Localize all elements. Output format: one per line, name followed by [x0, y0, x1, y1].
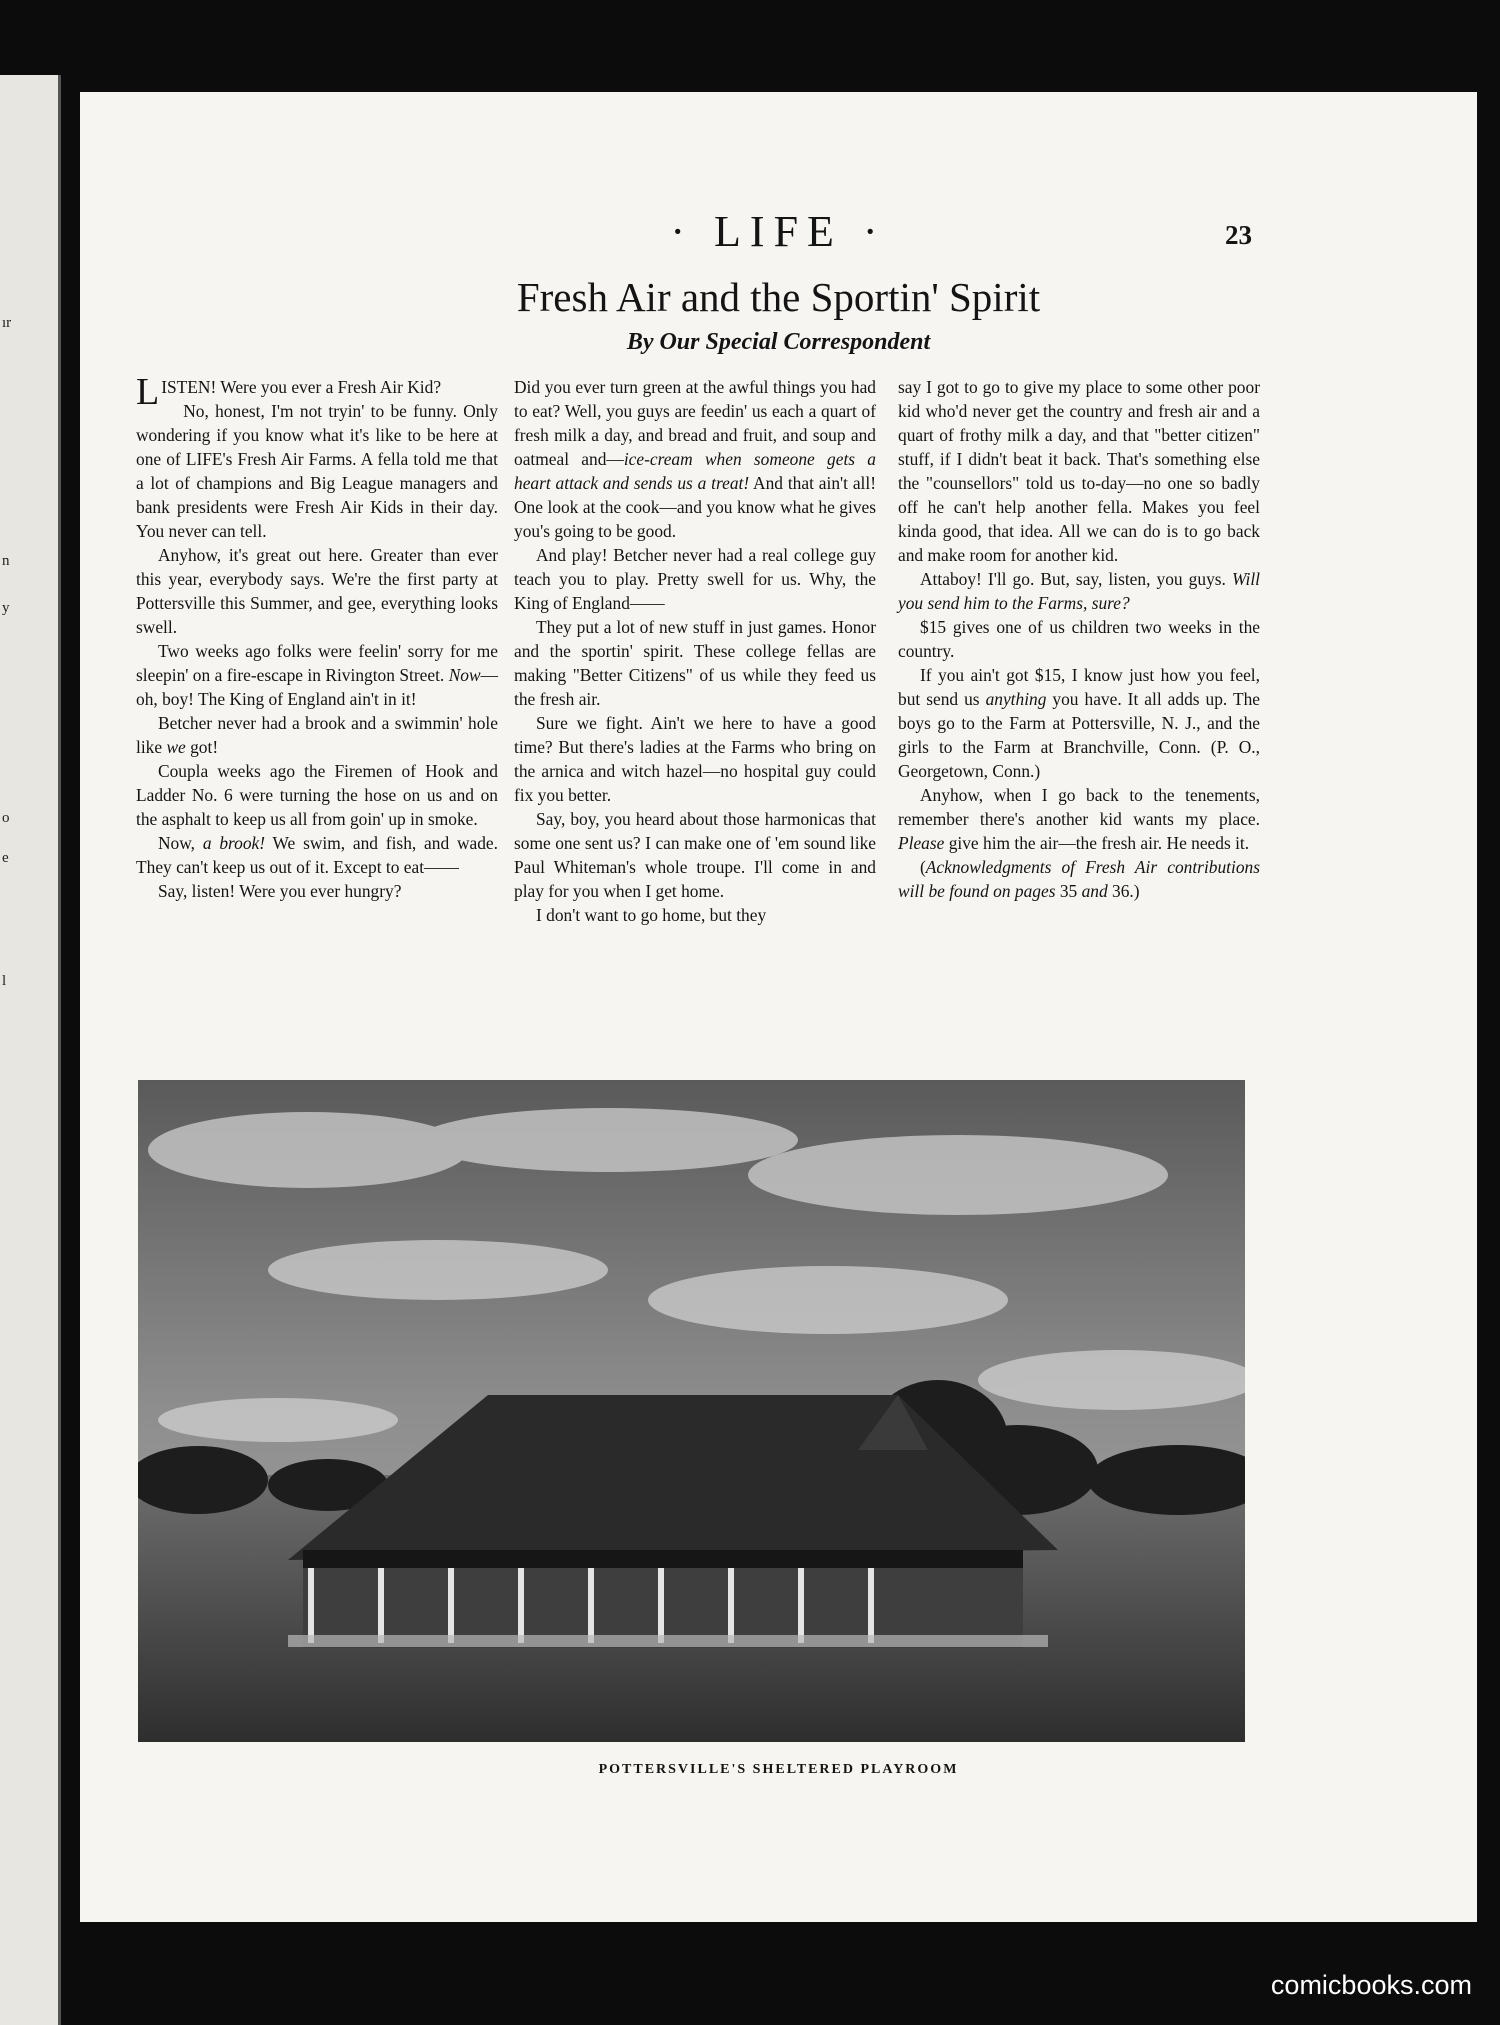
paragraph: Coupla weeks ago the Firemen of Hook and Ladder No. 6 were turning the hose on us and on the asphalt to keep us all from goin' up in smoke. [136, 761, 498, 829]
left-page-fragment: e [2, 850, 9, 866]
article-column-1 [136, 371, 498, 903]
paragraph: I don't want to go home, but they [536, 905, 767, 925]
paragraph: Say, listen! Were you ever hungry? [158, 881, 402, 901]
paragraph: Now, a brook! We swim, and fish, and wade. They can't keep us out of it. Except to eat—— [136, 833, 498, 877]
paragraph: Two weeks ago folks were feelin' sorry for me sleepin' on a fire-escape in Rivington Street. Now—oh, boy! The King of England ain't in it! [136, 641, 498, 709]
paragraph: Did you ever turn green at the awful things you had to eat? Well, you guys are feedin' us each a quart of fresh milk a day, and bread and fruit, and soup and oatmeal and—ice-cream when someone gets a heart attack and sends us a treat! And that ain't all! One look at the cook—and you know what he gives you's going to be good. [514, 377, 877, 541]
paragraph: They put a lot of new stuff in just games. Honor and the sportin' spirit. These college fellas are making "Better Citizens" of us while they feed us the fresh air. [514, 617, 876, 709]
paragraph: And play! Betcher never had a real college guy teach you to play. Pretty swell for us. Why, the King of England—— [514, 545, 876, 613]
paragraph: If you ain't got $15, I know just how you feel, but send us anything you have. It all adds up. The boys go to the Farm at Pottersville, N. J., and the girls to the Farm at Branchville, Conn. (P. O., Georgetown, Conn.) [898, 665, 1260, 781]
paragraph: (Acknowledgments of Fresh Air contributions will be found on pages 35 and 36.) [898, 857, 1260, 901]
article-column-3 [898, 375, 1260, 903]
article-headline: Fresh Air and the Sportin' Spirit [516, 274, 1041, 320]
photo-caption: POTTERSVILLE'S SHELTERED PLAYROOM [598, 1762, 959, 1777]
paragraph: No, honest, I'm not tryin' to be funny. Only wondering if you know what it's like to be here at one of LIFE's Fresh Air Farms. A fella told me that a lot of champions and Big League managers and bank presidents were Fresh Air Kids in their day. You never can tell. [136, 401, 498, 541]
paragraph: Betcher never had a brook and a swimmin' hole like we got! [136, 713, 498, 757]
paragraph: Anyhow, it's great out here. Greater than ever this year, everybody says. We're the first party at Pottersville this Summer, and gee, everything looks swell. [136, 545, 498, 637]
adjacent-page-edge [0, 75, 61, 2025]
left-page-fragment: n [2, 553, 10, 569]
page-number: 23 [1225, 220, 1252, 250]
left-page-fragment: o [2, 810, 10, 826]
article-column-2 [514, 375, 876, 927]
paragraph: $15 gives one of us children two weeks in the country. [898, 617, 1260, 661]
pavilion-photograph [138, 1080, 1245, 1742]
paragraph: LISTEN! Were you ever a Fresh Air Kid? [136, 371, 442, 413]
drop-cap: L [136, 371, 160, 413]
watermark: comicbooks.com [1270, 1970, 1472, 2000]
paragraph: say I got to go to give my place to some other poor kid who'd never get the country and fresh air and a quart of frothy milk a day, and that "better citizen" stuff, if I didn't beat it back. That's something else the "counsellors" told us to-day—no one so badly off he can't help another fella. Makes you feel kinda good, that idea. All we can do is to go back and make room for another kid. [898, 377, 1260, 565]
paragraph: Say, boy, you heard about those harmonicas that some one sent us? I can make one of 'em sound like Paul Whiteman's whole troupe. I'll come in and play for you when I get home. [514, 809, 876, 901]
photo-illustration [138, 1080, 1245, 1742]
masthead: · LIFE · [670, 207, 887, 256]
magazine-page [80, 92, 1477, 1922]
paragraph: Sure we fight. Ain't we here to have a good time? But there's ladies at the Farms who bring on the arnica and witch hazel—no hospital guy could fix you better. [514, 713, 876, 805]
left-page-fragment: y [2, 600, 10, 616]
left-page-fragment: l [2, 973, 7, 989]
paragraph: Attaboy! I'll go. But, say, listen, you guys. Will you send him to the Farms, sure? [898, 569, 1260, 613]
article-byline: By Our Special Correspondent [626, 329, 931, 355]
paragraph: Anyhow, when I go back to the tenements, remember there's another kid wants my place. Please give him the air—the fresh air. He needs it. [898, 785, 1260, 853]
left-page-fragment: ır [2, 315, 12, 331]
